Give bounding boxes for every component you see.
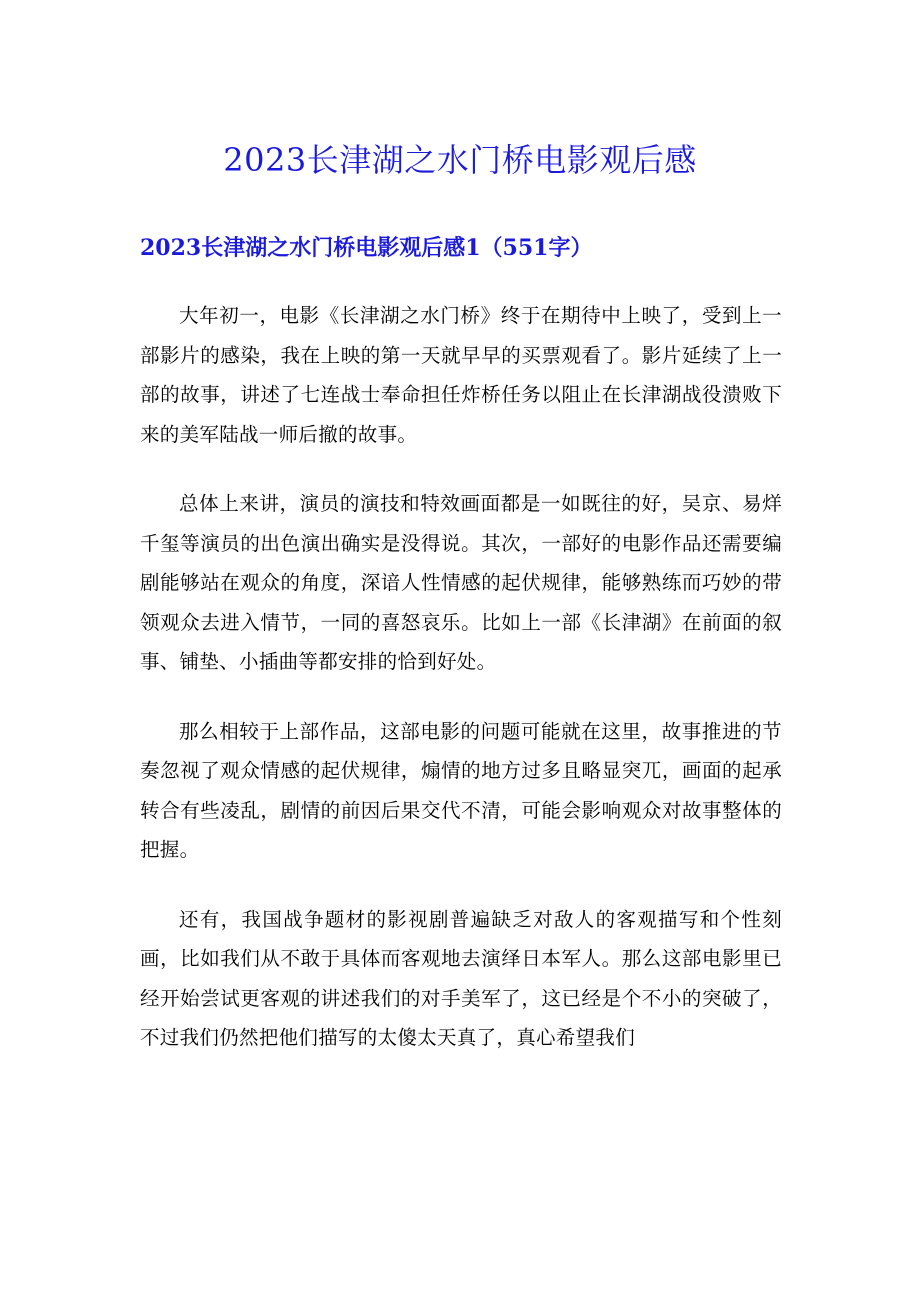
document-body: [140, 296, 782, 1088]
document-title: 2023长津湖之水门桥电影观后感: [223, 141, 697, 179]
paragraph-2: 总体上来讲，演员的演技和特效画面都是一如既往的好，吴京、易烊千玺等演员的出色演出确实是没得说。其次，一部好的电影作品还需要编剧能够站在观众的角度，深谙人性情感的起伏规律，能够熟练而巧妙的带领观众去进入情节，一同的喜怒哀乐。比如上一部《长津湖》在前面的叙事、铺垫、小插曲等都安排的恰到好处。: [140, 492, 782, 673]
paragraph-4: 还有，我国战争题材的影视剧普遍缺乏对敌人的客观描写和个性刻画，比如我们从不敢于具体而客观地去演绎日本军人。那么这部电影里已经开始尝试更客观的讲述我们的对手美军了，这已经是个不小的突破了，不过我们仍然把他们描写的太傻太天真了，真心希望我们: [140, 907, 782, 1049]
paragraph-1: 大年初一，电影《长津湖之水门桥》终于在期待中上映了，受到上一部影片的感染，我在上映的第一天就早早的买票观看了。影片延续了上一部的故事，讲述了七连战士奉命担任炸桥任务以阻止在长津湖战役溃败下来的美军陆战一师后撤的故事。: [140, 304, 782, 446]
paragraph-3: 那么相较于上部作品，这部电影的问题可能就在这里，故事推进的节奏忽视了观众情感的起伏规律，煽情的地方过多且略显突兀，画面的起承转合有些凌乱，剧情的前因后果交代不清，可能会影响观众对故事整体的把握。: [140, 719, 782, 861]
section-title: 2023长津湖之水门桥电影观后感1（551字）: [140, 235, 593, 261]
